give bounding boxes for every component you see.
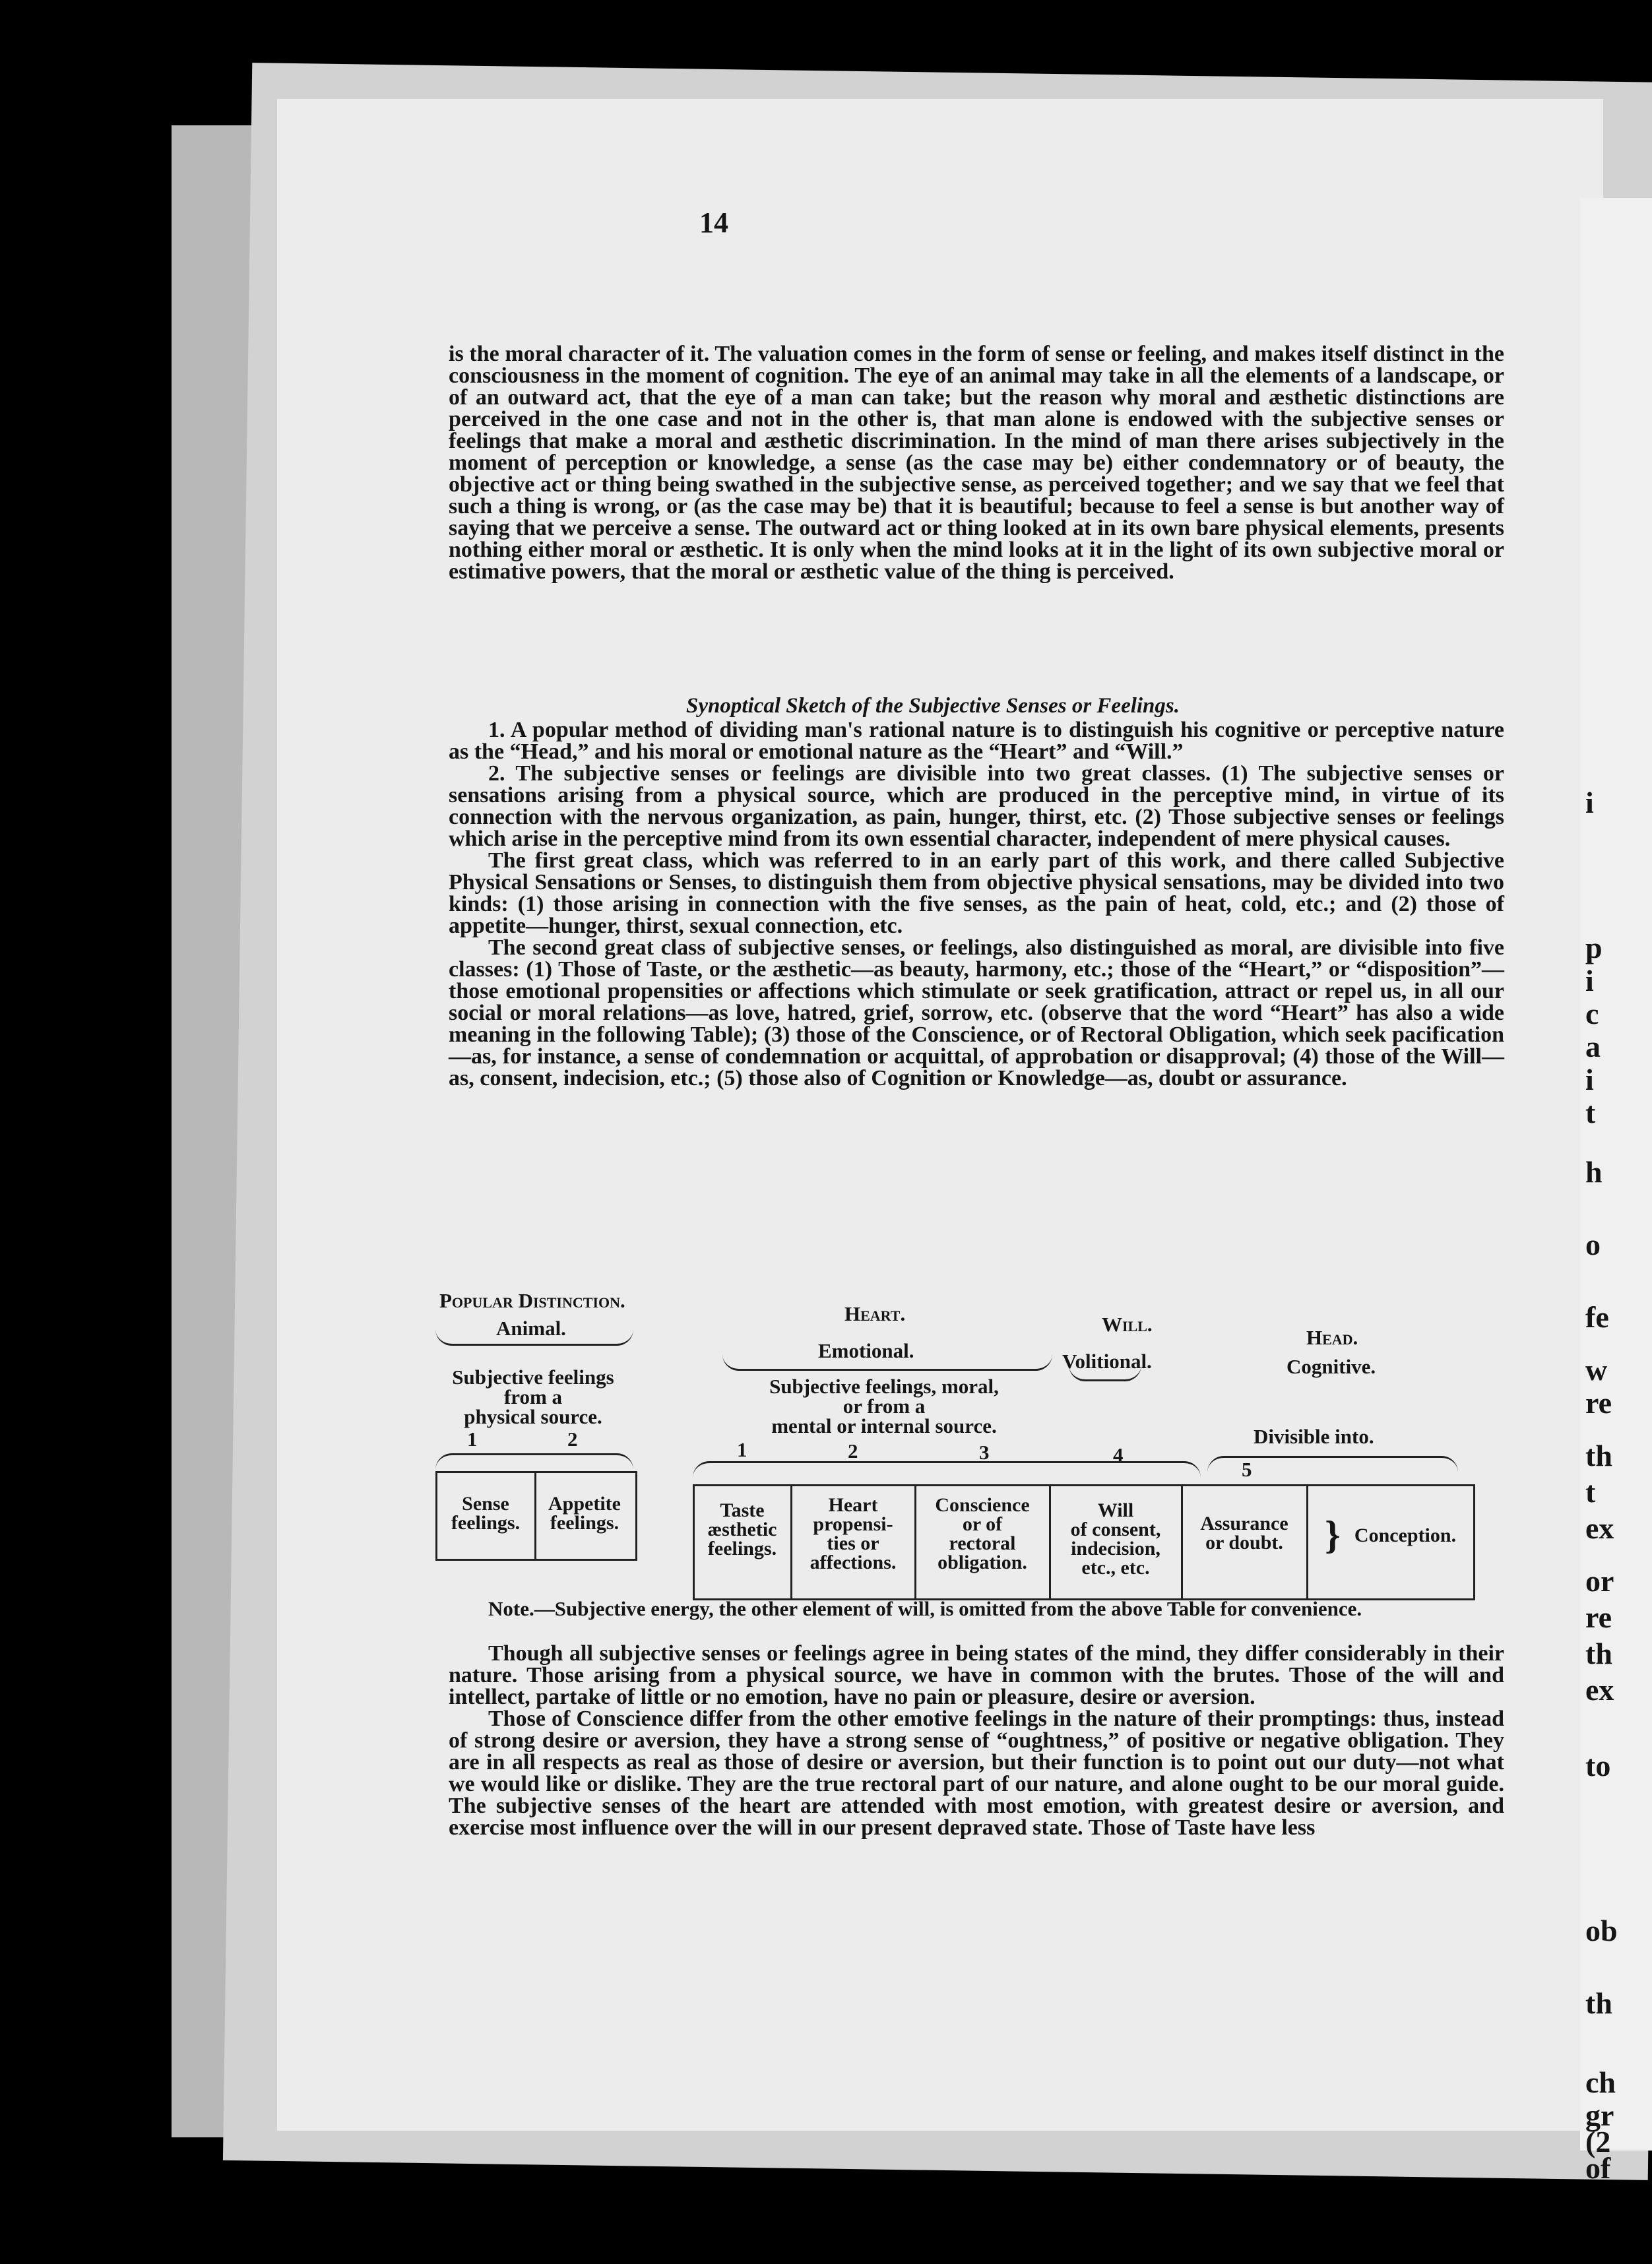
cell-line: indecision, xyxy=(1071,1538,1160,1559)
paragraph: The first great class, which was referred to in an early part of this work, and there called Subjective Physical Sensations or Senses, to distinguish them from objective physical sensations, may be divided into two kinds: (1) those arising in connection with the five senses, as the pain of heat, cold, etc.; and (2) those of appetite—hunger, thirst, sexual connection, etc. xyxy=(449,848,1504,938)
appetite-feelings-cell xyxy=(537,1494,632,1532)
physical-source-line-2: from a xyxy=(503,1385,563,1408)
animal-brace xyxy=(435,1329,633,1346)
edge-fragment: p xyxy=(1585,931,1603,964)
edge-fragment: or xyxy=(1585,1564,1614,1598)
paragraph: Those of Conscience differ from the other emotive feelings in the nature of their promptings: thus, instead of strong desire or aversion, they have a strong sense of “oughtness,” of positive or negative obligation. They are in all respects as real as those of desire or aversion, but their function is to point out our duty—not what we would like or dislike. They are the true rectoral part of our nature, and alone ought to be our moral guide. The subjective senses of the heart are attended with most emotion, with greatest desire or aversion, and exercise most influence over the will in our present depraved state. Those of Taste have less xyxy=(449,1707,1504,1840)
conscience-cell xyxy=(917,1495,1048,1572)
column-divider xyxy=(914,1484,916,1600)
cell-line: Sense xyxy=(462,1493,509,1515)
cell-line: feelings. xyxy=(707,1538,777,1559)
physical-source-line-3: physical source. xyxy=(464,1405,602,1428)
edge-fragment: h xyxy=(1585,1155,1603,1189)
edge-fragment: th xyxy=(1585,1439,1612,1472)
cell-line: Taste xyxy=(720,1499,765,1521)
edge-fragment: ex xyxy=(1585,1511,1614,1545)
edge-fragment: w xyxy=(1585,1353,1608,1387)
heart-cell xyxy=(793,1495,913,1572)
popular-distinction-label: Popular Distinction. xyxy=(439,1289,625,1312)
physical-source-line-1: Subjective feelings xyxy=(452,1366,614,1389)
cognitive-label: Cognitive. xyxy=(1287,1355,1376,1378)
cell-line: æsthetic xyxy=(707,1519,777,1540)
divisible-into-label: Divisible into. xyxy=(1254,1425,1374,1448)
paragraph: 1. A popular method of dividing man's rational nature is to distinguish his cognitive or perceptive nature as the “Head,” and his moral or emotional nature as the “Heart” and “Will.” xyxy=(449,718,1504,764)
cell-line: etc., etc. xyxy=(1081,1557,1150,1579)
edge-fragment: to xyxy=(1585,1749,1611,1782)
cell-line: Conscience xyxy=(935,1494,1030,1516)
cell-line: obligation. xyxy=(937,1552,1027,1573)
edge-fragment: ch xyxy=(1585,2065,1616,2099)
closing-body xyxy=(449,1643,1504,1839)
opening-paragraph xyxy=(449,343,1504,582)
edge-fragment: th xyxy=(1585,1637,1612,1670)
edge-fragment: fe xyxy=(1585,1300,1609,1334)
column-number: 1 xyxy=(737,1438,747,1461)
conception-cell: Conception. xyxy=(1354,1525,1457,1546)
edge-fragment: re xyxy=(1585,1386,1612,1420)
edge-fragment: ex xyxy=(1585,1673,1614,1707)
column-divider xyxy=(1181,1484,1183,1600)
edge-fragment: a xyxy=(1585,1030,1601,1063)
paragraph: is the moral character of it. The valuation comes in the form of sense or feeling, and makes itself distinct in the consciousness in the moment of cognition. The eye of an animal may take in all the elements of a landscape, or of an outward act, that the eye of a man can take; but the reason why moral and æsthetic distinctions are perceived in the one case and not in the other is, that man alone is endowed with the subjective senses or feelings that make a moral and æsthetic discrimination. In the mind of man there arises subjectively in the moment of perception or knowledge, a sense (as the case may be) either condemnatory or of beauty, the objective act or thing being swathed in the subjective sense, as perceived together; and we say that we feel that such a thing is wrong, or (as the case may be) that it is beautiful; because to feel a sense is but another way of saying that we perceive a sense. The outward act or thing looked at in its own bare physical elements, presents nothing either moral or æsthetic. It is only when the mind looks at it in the light of its own subjective moral or estimative powers, that the moral or æsthetic value of the thing is perceived. xyxy=(449,342,1504,584)
edge-fragment: of xyxy=(1585,2151,1611,2185)
edge-fragment: c xyxy=(1585,997,1599,1030)
column-number: 4 xyxy=(1113,1443,1124,1466)
table-note xyxy=(449,1598,1504,1619)
paragraph: 2. The subjective senses or feelings are divisible into two great classes. (1) The subjective senses or sensations arising from a physical source, which are produced in the perceptive mind, in virtue of its connection with the nervous organization, as pain, hunger, thirst, etc. (2) Those subjective senses or feelings which arise in the perceptive mind from its own essential character, independent of mere physical causes. xyxy=(449,761,1504,851)
will-label: Will. xyxy=(1102,1313,1153,1336)
cell-line: Will xyxy=(1097,1499,1134,1521)
edge-fragment: i xyxy=(1585,1063,1594,1096)
moral-source-line-1: Subjective feelings, moral, xyxy=(769,1375,999,1398)
column-number: 3 xyxy=(979,1441,990,1464)
column-divider xyxy=(1049,1484,1051,1600)
cell-line: ties or xyxy=(827,1532,879,1554)
moral-brace xyxy=(693,1461,1201,1478)
edge-fragment: re xyxy=(1585,1600,1612,1634)
adjacent-page-edge xyxy=(1580,198,1652,2185)
edge-fragment: i xyxy=(1585,786,1594,819)
volitional-label: Volitional. xyxy=(1062,1350,1152,1373)
paragraph: Though all subjective senses or feelings agree in being states of the mind, they differ considerably in their nature. Those arising from a physical source, we have in common with the brutes. Those of the will and intellect, partake of little or no emotion, have no pain or pleasure, desire or aversion. xyxy=(449,1641,1504,1709)
cell-line: feelings. xyxy=(451,1512,521,1534)
cell-line: or of xyxy=(962,1513,1003,1535)
physical-brace xyxy=(435,1453,633,1470)
column-divider xyxy=(790,1484,792,1600)
edge-fragment: t xyxy=(1585,1096,1596,1129)
assurance-cell xyxy=(1184,1514,1305,1552)
section-title: Synoptical Sketch of the Subjective Senses or Feelings. xyxy=(686,694,1180,718)
cell-line: rectoral xyxy=(949,1532,1016,1554)
edge-fragment: t xyxy=(1585,1475,1596,1509)
taste-cell xyxy=(695,1501,789,1558)
column-number: 1 xyxy=(467,1428,478,1451)
cell-line: propensi- xyxy=(813,1513,893,1535)
edge-fragment: ob xyxy=(1585,1914,1618,1947)
column-number: 2 xyxy=(567,1428,578,1451)
volitional-brace xyxy=(1069,1365,1141,1381)
cell-line: or doubt. xyxy=(1205,1532,1283,1554)
classification-table xyxy=(429,1283,1550,1593)
sense-feelings-cell xyxy=(438,1494,533,1532)
edge-fragment: (2 xyxy=(1585,2125,1611,2158)
section-body xyxy=(449,719,1504,1089)
column-number: 5 xyxy=(1242,1458,1252,1481)
moral-source-line-2: or from a xyxy=(842,1395,926,1418)
cell-line: Appetite xyxy=(548,1493,621,1515)
will-cell xyxy=(1052,1501,1180,1577)
page-number: 14 xyxy=(699,206,728,239)
edge-fragment: i xyxy=(1585,964,1594,997)
cell-line: feelings. xyxy=(550,1512,620,1534)
edge-fragment: gr xyxy=(1585,2098,1614,2132)
cell-line: Heart xyxy=(828,1494,878,1516)
edge-fragment: th xyxy=(1585,1986,1612,2020)
column-divider xyxy=(534,1471,536,1561)
cell-line: of consent, xyxy=(1070,1519,1161,1540)
heart-label: Heart. xyxy=(844,1302,906,1325)
emotional-label: Emotional. xyxy=(818,1339,914,1362)
edge-fragment: o xyxy=(1585,1228,1601,1261)
animal-label: Animal. xyxy=(496,1317,566,1340)
note-text: Note.—Subjective energy, the other element of will, is omitted from the above Table for convenience. xyxy=(488,1597,1362,1620)
column-divider xyxy=(1306,1484,1308,1600)
conception-brace: } xyxy=(1325,1513,1341,1557)
cell-line: Assurance xyxy=(1200,1513,1288,1534)
emotional-brace xyxy=(722,1354,1052,1371)
moral-source-line-3: mental or internal source. xyxy=(771,1414,997,1437)
column-number: 2 xyxy=(848,1439,858,1462)
paragraph: The second great class of subjective senses, or feelings, also distinguished as moral, are divisible into five classes: (1) Those of Taste, or the æsthetic—as beauty, harmony, etc.; those of the “Heart,” or “disposition”—those emotional propensities or affections which stimulate or seek gratification, attract or repel us, in all our social or moral relations—as love, hatred, grief, sorrow, etc. (observe that the word “Heart” has also a wide meaning in the following Table); (3) those of the Conscience, or of Rectoral Obligation, which seek pacification—as, for instance, a sense of condemnation or acquittal, of approbation or disapproval; (4) those of the Will—as, consent, indecision, etc.; (5) those also of Cognition or Knowledge—as, doubt or assurance. xyxy=(449,935,1504,1090)
cell-line: affections. xyxy=(810,1552,897,1573)
head-label: Head. xyxy=(1306,1326,1358,1349)
